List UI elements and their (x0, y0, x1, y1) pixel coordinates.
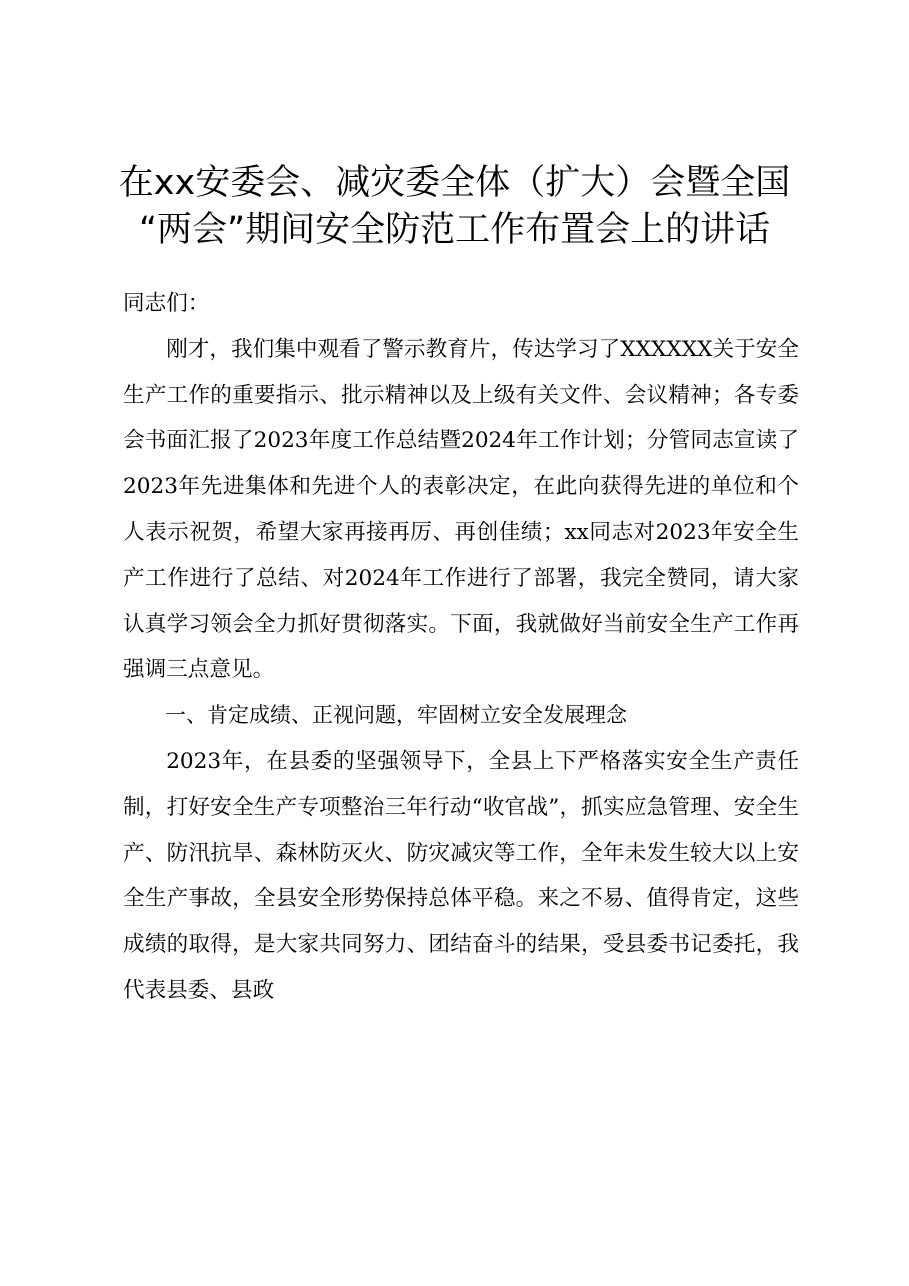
title-line-1: 在xx安委会、减灾委全体（扩大）会暨全国 (118, 163, 791, 203)
paragraph-opening: 刚才，我们集中观看了警示教育片，传达学习了XXXXXX关于安全生产工作的重要指示、批示精神以及上级有关文件、会议精神；各专委会书面汇报了2023年度工作总结暨2024年工作计划；分管同志宣读了2023年先进集体和先进个人的表彰决定，在此向获得先进的单位和个人表示祝贺，希望大家再接再厉、再创佳绩；xx同志对2023年安全生产工作进行了总结、对2024年工作进行了部署，我完全赞同，请大家认真学习领会全力抓好贯彻落实。下面，我就做好当前安全生产工作再强调三点意见。 (123, 336, 799, 683)
paragraph-achievements: 2023年，在县委的坚强领导下，全县上下严格落实安全生产责任制，打好安全生产专项整治三年行动“收官战”，抓实应急管理、安全生产、防汛抗旱、森林防灭火、防灾减灾等工作，全年未发生较大以上安全生产事故，全县安全形势保持总体平稳。来之不易、值得肯定，这些成绩的取得，是大家共同努力、团结奋斗的结果，受县委书记委托，我代表县委、县政 (123, 748, 799, 1003)
document-title (80, 160, 829, 254)
title-line-2: “两会”期间安全防范工作布置会上的讲话 (138, 210, 771, 250)
section-heading-1: 一、肯定成绩、正视问题，牢固树立安全发展理念 (165, 703, 627, 728)
greeting: 同志们： (123, 291, 210, 316)
document-body (123, 281, 799, 1014)
